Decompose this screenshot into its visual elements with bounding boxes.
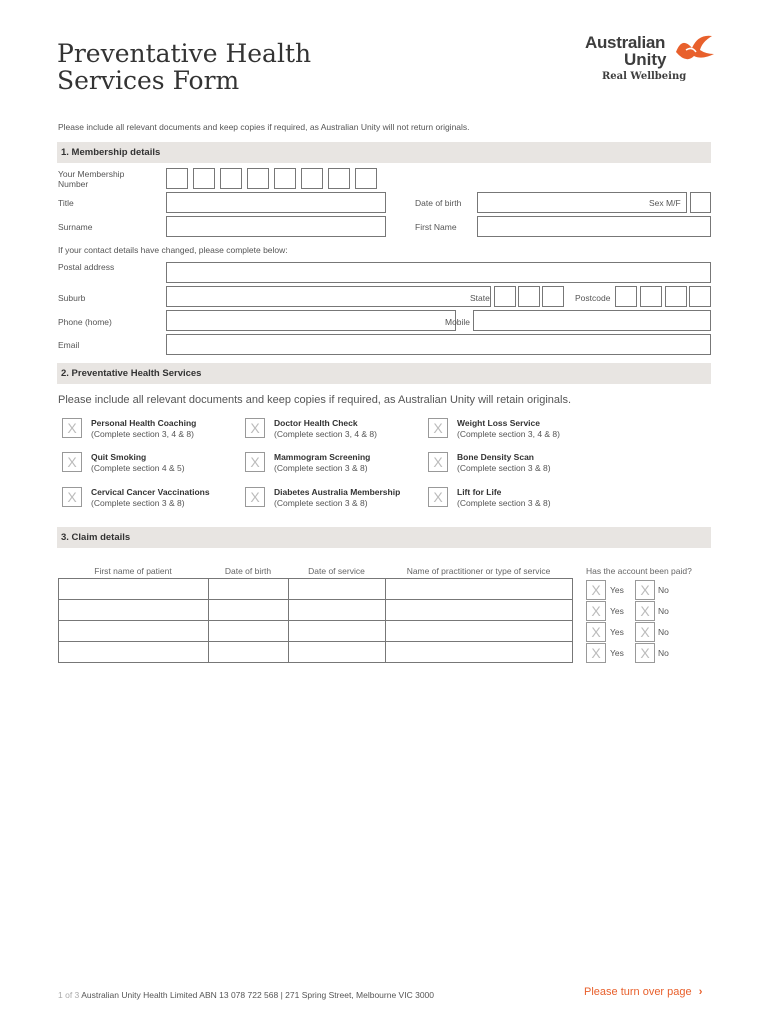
phone-label: Phone (home): [58, 317, 112, 327]
email-field[interactable]: [166, 334, 711, 355]
postcode-box-3[interactable]: [665, 286, 687, 307]
yes-label: Yes: [610, 606, 624, 616]
personal-health-coaching-checkbox[interactable]: X: [62, 418, 82, 438]
cell-practitioner[interactable]: [386, 621, 573, 642]
cell-dob[interactable]: [209, 579, 289, 600]
postal-address-label: Postal address: [58, 262, 115, 272]
state-box-3[interactable]: [542, 286, 564, 307]
bird-logo-icon: [672, 32, 716, 68]
yes-label: Yes: [610, 627, 624, 637]
col-practitioner: Name of practitioner or type of service: [406, 566, 551, 576]
cell-first-name[interactable]: [59, 579, 209, 600]
cell-dob[interactable]: [209, 621, 289, 642]
yes-label: Yes: [610, 648, 624, 658]
table-row: [59, 642, 573, 663]
sex-field[interactable]: [690, 192, 711, 213]
suburb-field[interactable]: [166, 286, 491, 307]
title-field[interactable]: [166, 192, 386, 213]
membership-digit-3[interactable]: [220, 168, 242, 189]
service-sub: (Complete section 3, 4 & 8): [91, 429, 194, 439]
page-number: 1 of 3: [58, 990, 80, 1000]
phone-field[interactable]: [166, 310, 456, 331]
service-sub: (Complete section 3 & 8): [91, 498, 185, 508]
service-name: Cervical Cancer Vaccinations: [91, 487, 210, 497]
doctor-health-check-checkbox[interactable]: X: [245, 418, 265, 438]
service-doctor-health-check: [274, 418, 377, 440]
service-sub: (Complete section 3 & 8): [274, 463, 368, 473]
no-label: No: [658, 648, 669, 658]
service-sub: (Complete section 3, 4 & 8): [457, 429, 560, 439]
paid-yes-checkbox-1[interactable]: X: [586, 580, 606, 600]
membership-digit-4[interactable]: [247, 168, 269, 189]
page-title: [57, 40, 311, 94]
brand-logo: [585, 34, 667, 68]
surname-field[interactable]: [166, 216, 386, 237]
service-sub: (Complete section 3, 4 & 8): [274, 429, 377, 439]
cell-date-of-service[interactable]: [289, 621, 386, 642]
col-date-of-service: Date of service: [308, 566, 365, 576]
membership-digit-5[interactable]: [274, 168, 296, 189]
membership-digit-1[interactable]: [166, 168, 188, 189]
service-cervical-cancer-vaccinations: [91, 487, 210, 509]
cell-dob[interactable]: [209, 600, 289, 621]
table-row: [59, 579, 573, 600]
intro-text: Please include all relevant documents and keep copies if required, as Australian Unity will not return originals.: [58, 122, 470, 132]
cell-first-name[interactable]: [59, 600, 209, 621]
state-box-1[interactable]: [494, 286, 516, 307]
cell-practitioner[interactable]: [386, 642, 573, 663]
col-first-name: First name of patient: [94, 566, 172, 576]
mobile-field[interactable]: [473, 310, 711, 331]
weight-loss-service-checkbox[interactable]: X: [428, 418, 448, 438]
cell-first-name[interactable]: [59, 642, 209, 663]
cell-date-of-service[interactable]: [289, 579, 386, 600]
postcode-box-2[interactable]: [640, 286, 662, 307]
service-name: Doctor Health Check: [274, 418, 358, 428]
turn-over-link[interactable]: [584, 986, 702, 998]
paid-no-checkbox-3[interactable]: X: [635, 622, 655, 642]
paid-no-checkbox-2[interactable]: X: [635, 601, 655, 621]
membership-digit-8[interactable]: [355, 168, 377, 189]
service-diabetes-australia-membership: [274, 487, 400, 509]
quit-smoking-checkbox[interactable]: X: [62, 452, 82, 472]
cell-date-of-service[interactable]: [289, 600, 386, 621]
logo-line-2: Unity: [624, 50, 667, 69]
postcode-box-1[interactable]: [615, 286, 637, 307]
membership-number-label: Your Membership Number: [58, 169, 125, 189]
postcode-box-4[interactable]: [689, 286, 711, 307]
first-name-label: First Name: [415, 222, 457, 232]
email-label: Email: [58, 340, 80, 350]
cervical-cancer-vaccinations-checkbox[interactable]: X: [62, 487, 82, 507]
service-name: Quit Smoking: [91, 452, 147, 462]
footer: [58, 990, 434, 1000]
bone-density-scan-checkbox[interactable]: X: [428, 452, 448, 472]
service-name: Personal Health Coaching: [91, 418, 197, 428]
paid-yes-checkbox-4[interactable]: X: [586, 643, 606, 663]
section-1-heading: 1. Membership details: [57, 142, 711, 163]
service-sub: (Complete section 4 & 5): [91, 463, 185, 473]
service-name: Diabetes Australia Membership: [274, 487, 401, 497]
suburb-label: Suburb: [58, 293, 86, 303]
service-personal-health-coaching: [91, 418, 196, 440]
membership-digit-2[interactable]: [193, 168, 215, 189]
first-name-field[interactable]: [477, 216, 711, 237]
mammogram-screening-checkbox[interactable]: X: [245, 452, 265, 472]
state-label: State: [470, 293, 490, 303]
yes-label: Yes: [610, 585, 624, 595]
service-bone-density-scan: [457, 452, 551, 474]
service-sub: (Complete section 3 & 8): [457, 498, 551, 508]
service-name: Lift for Life: [457, 487, 502, 497]
originals-notice: Please include all relevant documents and keep copies if required, as Australian Unity will retain originals.: [58, 394, 571, 406]
paid-question: Has the account been paid?: [586, 566, 692, 576]
paid-yes-checkbox-2[interactable]: X: [586, 601, 606, 621]
cell-date-of-service[interactable]: [289, 642, 386, 663]
cell-practitioner[interactable]: [386, 600, 573, 621]
membership-digit-7[interactable]: [328, 168, 350, 189]
postcode-label: Postcode: [575, 293, 611, 303]
col-date-of-birth: Date of birth: [224, 566, 272, 576]
service-lift-for-life: [457, 487, 551, 509]
title-line-2: Services Form: [57, 66, 240, 95]
cell-first-name[interactable]: [59, 621, 209, 642]
service-weight-loss: [457, 418, 560, 440]
title-label: Title: [58, 198, 74, 208]
table-row: [59, 621, 573, 642]
service-name: Mammogram Screening: [274, 452, 371, 462]
turn-over-label: Please turn over page: [584, 986, 692, 998]
service-sub: (Complete section 3 & 8): [457, 463, 551, 473]
service-name: Weight Loss Service: [457, 418, 540, 428]
cell-practitioner[interactable]: [386, 579, 573, 600]
title-line-1: Preventative Health: [57, 39, 312, 68]
no-label: No: [658, 606, 669, 616]
section-3-heading: 3. Claim details: [57, 527, 711, 548]
surname-label: Surname: [58, 222, 93, 232]
diabetes-australia-membership-checkbox[interactable]: X: [245, 487, 265, 507]
logo-tagline: Real Wellbeing: [602, 71, 687, 82]
logo-line-1: Australian: [585, 33, 666, 52]
no-label: No: [658, 585, 669, 595]
sex-label: Sex M/F: [649, 198, 681, 208]
table-row: [59, 600, 573, 621]
membership-digit-6[interactable]: [301, 168, 323, 189]
service-quit-smoking: [91, 452, 185, 474]
state-box-2[interactable]: [518, 286, 540, 307]
service-name: Bone Density Scan: [457, 452, 534, 462]
paid-no-checkbox-1[interactable]: X: [635, 580, 655, 600]
dob-label: Date of birth: [415, 198, 462, 208]
claim-table: [58, 578, 573, 663]
mobile-label: Mobile: [445, 317, 471, 327]
contact-note: If your contact details have changed, please complete below:: [58, 245, 288, 255]
section-2-heading: 2. Preventative Health Services: [57, 363, 711, 384]
paid-no-checkbox-4[interactable]: X: [635, 643, 655, 663]
cell-dob[interactable]: [209, 642, 289, 663]
paid-yes-checkbox-3[interactable]: X: [586, 622, 606, 642]
service-mammogram-screening: [274, 452, 370, 474]
no-label: No: [658, 627, 669, 637]
lift-for-life-checkbox[interactable]: X: [428, 487, 448, 507]
footer-text: Australian Unity Health Limited ABN 13 078 722 568 | 271 Spring Street, Melbourne VIC 3000: [81, 990, 434, 1000]
postal-address-field[interactable]: [166, 262, 711, 283]
service-sub: (Complete section 3 & 8): [274, 498, 368, 508]
chevron-right-icon: ›: [698, 986, 703, 998]
